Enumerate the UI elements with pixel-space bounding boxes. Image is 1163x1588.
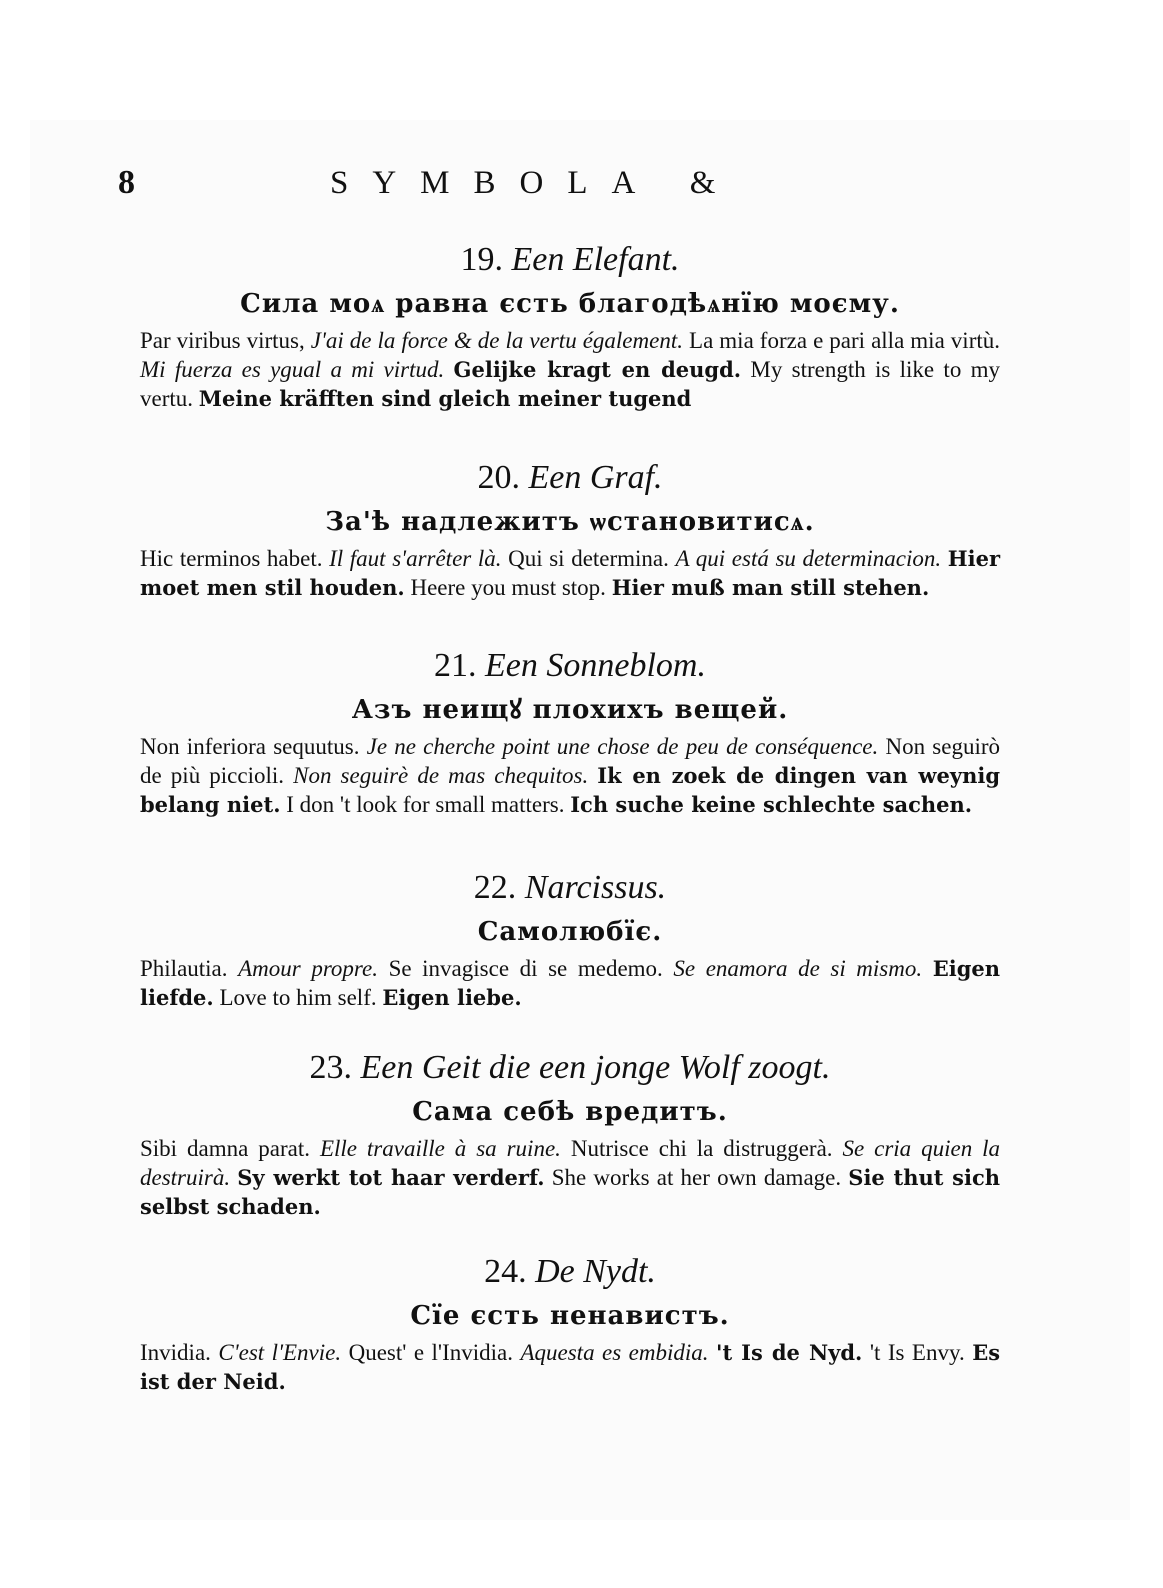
italian-text: La mia forza e pari alla mia virtù. [689,328,1000,353]
entry-title-text: Een Geit die een jonge Wolf zoogt. [360,1049,831,1086]
slavonic-text: Азъ неищꙋ плохихъ вещей. [351,695,789,725]
dutch-text: Gelijke kragt en deugd. [453,357,742,382]
slavonic-text: Самолюбїє. [477,917,663,947]
entry-title-text: Een Graf. [528,459,663,496]
page-number: 8 [118,164,135,201]
dutch-text: 't Is de Nyd. [716,1340,863,1365]
slavonic-text: Сїе єсть ненавистъ. [410,1301,730,1331]
german-text: Eigen liebe. [382,985,522,1010]
french-text: Elle travaille à sa ruine. [319,1136,561,1161]
french-text: Il faut s'arrêter là. [329,546,502,571]
french-text: C'est l'Envie. [218,1340,342,1365]
dutch-text: Sy werkt tot haar verderf. [237,1165,545,1190]
german-text: Sie thut sich selbst schaden. [140,1165,1001,1219]
translations [140,326,1000,413]
entry-number: 24. [484,1253,527,1290]
page-header [0,158,1163,208]
slavonic-text: Сама себѣ вредитъ. [412,1097,728,1127]
emblem-entry [140,1250,1000,1396]
latin-text: Philautia. [140,956,228,981]
italian-text: Nutrisce chi la distruggerà. [570,1136,833,1161]
english-text: She works at her own damage. [551,1165,842,1190]
spanish-text: Aquesta es embidia. [520,1340,709,1365]
dutch-text: Eigen liefde. [140,956,1001,1010]
english-text: Heere you must stop. [410,575,606,600]
english-text: I don 't look for small matters. [286,792,565,817]
translations [140,1134,1000,1221]
spanish-text: Se enamora de si mismo. [673,956,923,981]
latin-text: Sibi damna parat. [140,1136,310,1161]
slavonic-text: Сила моѧ равна єсть благодѣѧнїю моєму. [240,289,900,319]
translations [140,732,1000,819]
entry-title-text: De Nydt. [535,1253,656,1290]
latin-text: Non inferiora sequutus. [140,734,360,759]
emblem-entry [140,456,1000,602]
english-text: 't Is Envy. [869,1340,965,1365]
dutch-text: Ik en zoek de dingen van weynig belang niet. [140,763,1000,817]
italian-text: Qui si determina. [508,546,669,571]
latin-text: Invidia. [140,1340,211,1365]
entry-number: 22. [473,869,517,906]
entry-number: 20. [477,459,520,496]
french-text: Amour propre. [238,956,378,981]
latin-text: Par viribus virtus, [140,328,305,353]
entry-number: 19. [460,241,503,278]
german-text: Es ist der Neid. [140,1340,1001,1394]
english-text: My strength is like to my vertu. [140,357,1001,411]
entry-title [140,1046,1000,1090]
emblem-entry [140,866,1000,1012]
italian-text: Quest' e l'Invidia. [348,1340,513,1365]
french-text: Je ne cherche point une chose de peu de conséquence. [366,734,879,759]
spanish-text: A qui está su determinacion. [675,546,942,571]
spanish-text: Non seguirè de mas chequitos. [293,763,589,788]
translations [140,1338,1000,1396]
italian-text: Non seguirò de più piccioli. [140,734,1000,788]
german-text: Hier muß man still stehen. [611,575,930,600]
entry-title [140,644,1000,688]
emblem-entry [140,238,1000,413]
translations [140,954,1000,1012]
entry-number: 23. [309,1049,353,1086]
french-text: J'ai de la force & de la vertu également. [310,328,683,353]
entry-number: 21. [434,647,477,684]
spanish-text: Mi fuerza es ygual a mi virtud. [140,357,445,382]
entry-title [140,238,1000,282]
running-title: SYMBOLA & [330,165,740,201]
german-text: Meine kräfften sind gleich meiner tugend [198,386,692,411]
spanish-text: Se cria quien la destruirà. [140,1136,1001,1190]
slavonic-text: За'ѣ надлежитъ ѡстановитисѧ. [325,507,815,537]
entry-title [140,866,1000,910]
entry-title [140,1250,1000,1294]
emblem-entry [140,1046,1000,1221]
dutch-text: Hier moet men stil houden. [140,546,1001,600]
entry-title [140,456,1000,500]
german-text: Ich suche keine schlechte sachen. [570,792,973,817]
entry-title-text: Narcissus. [524,869,667,906]
english-text: Love to him self. [219,985,377,1010]
entry-title-text: Een Elefant. [511,241,680,278]
emblem-entry [140,644,1000,819]
italian-text: Se invagisce di se medemo. [388,956,663,981]
entry-title-text: Een Sonneblom. [485,647,706,684]
translations [140,544,1000,602]
latin-text: Hic terminos habet. [140,546,323,571]
